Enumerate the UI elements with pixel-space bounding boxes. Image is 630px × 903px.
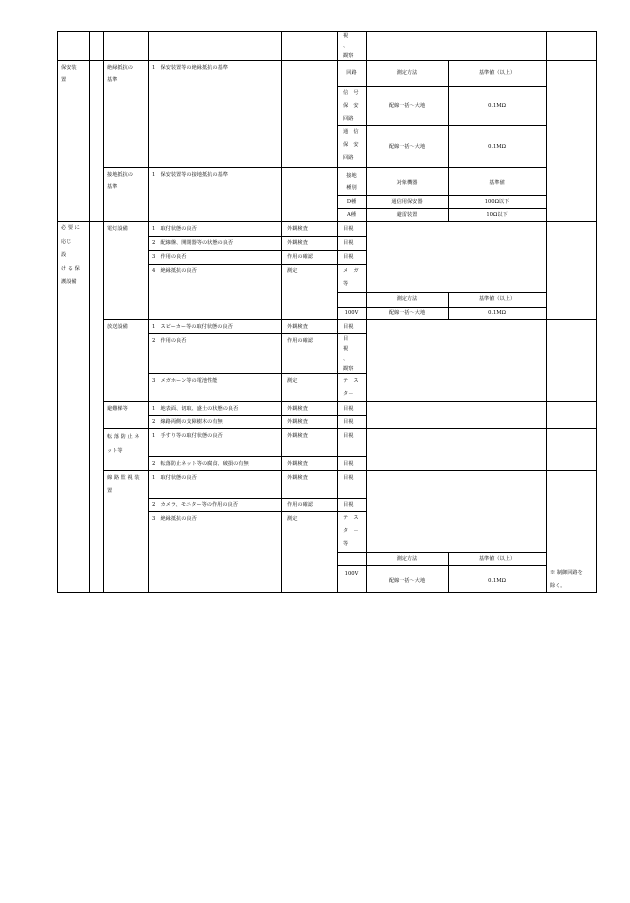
content: 1 地表面、切取、盛土の状態の良否 [152,406,239,412]
header-standard: 基準値 [489,180,505,186]
method: 配線一括～大地 [388,578,426,584]
result: 目視 [343,254,354,260]
rule [89,31,90,593]
result-top: 視 、 観察 [343,33,354,59]
method: 配線一括～大地 [388,310,426,316]
voltage: 100V [344,571,359,577]
content: 1 手すり等の取付状態の良否 [152,433,223,439]
rule [337,86,547,87]
result: メ ガ 等 [343,268,359,287]
value: 0.1MΩ [488,103,506,109]
rule-hoan-top [57,60,596,61]
header-standard: 基準値（以上） [478,556,516,562]
method: 外観検査 [287,406,308,412]
method: 外観検査 [287,240,308,246]
rule-bottom [57,592,596,593]
method: 外観検査 [287,324,308,330]
method: 測定 [287,516,298,522]
result: 目 視 、 観察 [343,336,354,372]
content: 2 カメラ、モニター等の作用の良否 [152,502,238,508]
rule-right [596,31,597,593]
item-lighting: 電灯設備 [107,226,128,232]
result: 目視 [343,406,354,412]
header-ground-type: 接地 種別 [346,173,357,191]
ground-type-d: D種 [346,199,357,205]
equipment: 通信用保安器 [391,199,423,205]
method: 作用の確認 [287,254,313,260]
header-equipment: 対象機器 [396,180,418,186]
content: 2 転落防止ネット等の腐食、破損の有無 [152,461,249,467]
result: 目視 [343,475,354,481]
method: 測定 [287,268,298,274]
header-method: 測定方法 [396,296,418,302]
content: 1 保安装置等の絶縁抵抗の基準 [152,65,228,71]
value: 10Ω以下 [486,212,508,218]
content: 2 配線盤、開閉器等の状態の良否 [152,240,234,246]
circuit-comm: 通 信 保 安 回路 [343,129,359,161]
header-standard: 基準値（以上） [478,70,516,76]
method: 作用の確認 [287,502,313,508]
header-circuit: 回路 [346,70,357,76]
method: 外観検査 [287,419,308,425]
result: テ ス タ － 等 [343,515,359,547]
result: 目視 [343,502,354,508]
method: 外観検査 [287,475,308,481]
result: 目視 [343,324,354,330]
equipment: 避雷装置 [396,212,418,218]
content: 3 作用の良否 [152,254,187,260]
rule [546,31,547,593]
method: 配線一括～大地 [388,144,426,150]
category-protective: 必 要 に 応じ 設 け る 保 護設備 [61,225,80,285]
content: 4 絶縁抵抗の良否 [152,268,197,274]
content: 3 絶縁抵抗の良否 [152,516,197,522]
content: 1 取付状態の良否 [152,475,197,481]
result: 目視 [343,226,354,232]
result: テ ス タ－ [343,378,359,397]
rule [337,125,547,126]
content: 1 保安装置等の接地抵抗の基準 [152,172,228,178]
result: 目視 [343,461,354,467]
method: 配線一括～大地 [388,103,426,109]
note: ※ 制御回路を 除く。 [550,570,583,589]
value: 100Ω以下 [484,199,510,205]
rule [148,31,149,593]
rule-left [57,31,58,593]
voltage: 100V [344,310,359,316]
content: 3 メガホーン等の電池性能 [152,378,218,384]
rule-top [57,31,596,32]
result: 目視 [343,419,354,425]
header-method: 測定方法 [396,556,418,562]
method: 外観検査 [287,226,308,232]
rule [103,31,104,593]
method: 作用の確認 [287,338,313,344]
method: 外観検査 [287,433,308,439]
value: 0.1MΩ [488,578,506,584]
item-insulation: 絶縁抵抗の 基準 [107,65,133,83]
result: 目視 [343,240,354,246]
content: 2 作用の良否 [152,338,187,344]
header-standard: 基準値（以上） [478,296,516,302]
value: 0.1MΩ [488,310,506,316]
method: 測定 [287,378,298,384]
rule [366,221,367,292]
item-grounding: 接地抵抗の 基準 [107,172,133,190]
result: 目視 [343,433,354,439]
item-cctv: 線 路 監 視 装 置 [107,475,140,494]
content: 1 取付状態の良否 [152,226,197,232]
item-fall-net: 転 落 防 止 ネ ット等 [107,434,140,454]
ground-type-a: A種 [347,212,356,218]
rule [281,31,282,593]
content: 2 線路両側の支障樹木の有無 [152,419,223,425]
header-method: 測定方法 [396,70,418,76]
rule [366,319,367,552]
item-ladder: 避難梯等 [107,406,128,412]
method: 外観検査 [287,461,308,467]
category-hoan: 保安装 置 [61,65,77,83]
circuit-signal: 信 号 保 安 回路 [343,90,359,122]
value: 0.1MΩ [488,144,506,150]
content: 1 スピーカー等の取付状態の良否 [152,324,233,330]
rule [366,31,367,61]
item-pa: 放送設備 [107,324,128,330]
